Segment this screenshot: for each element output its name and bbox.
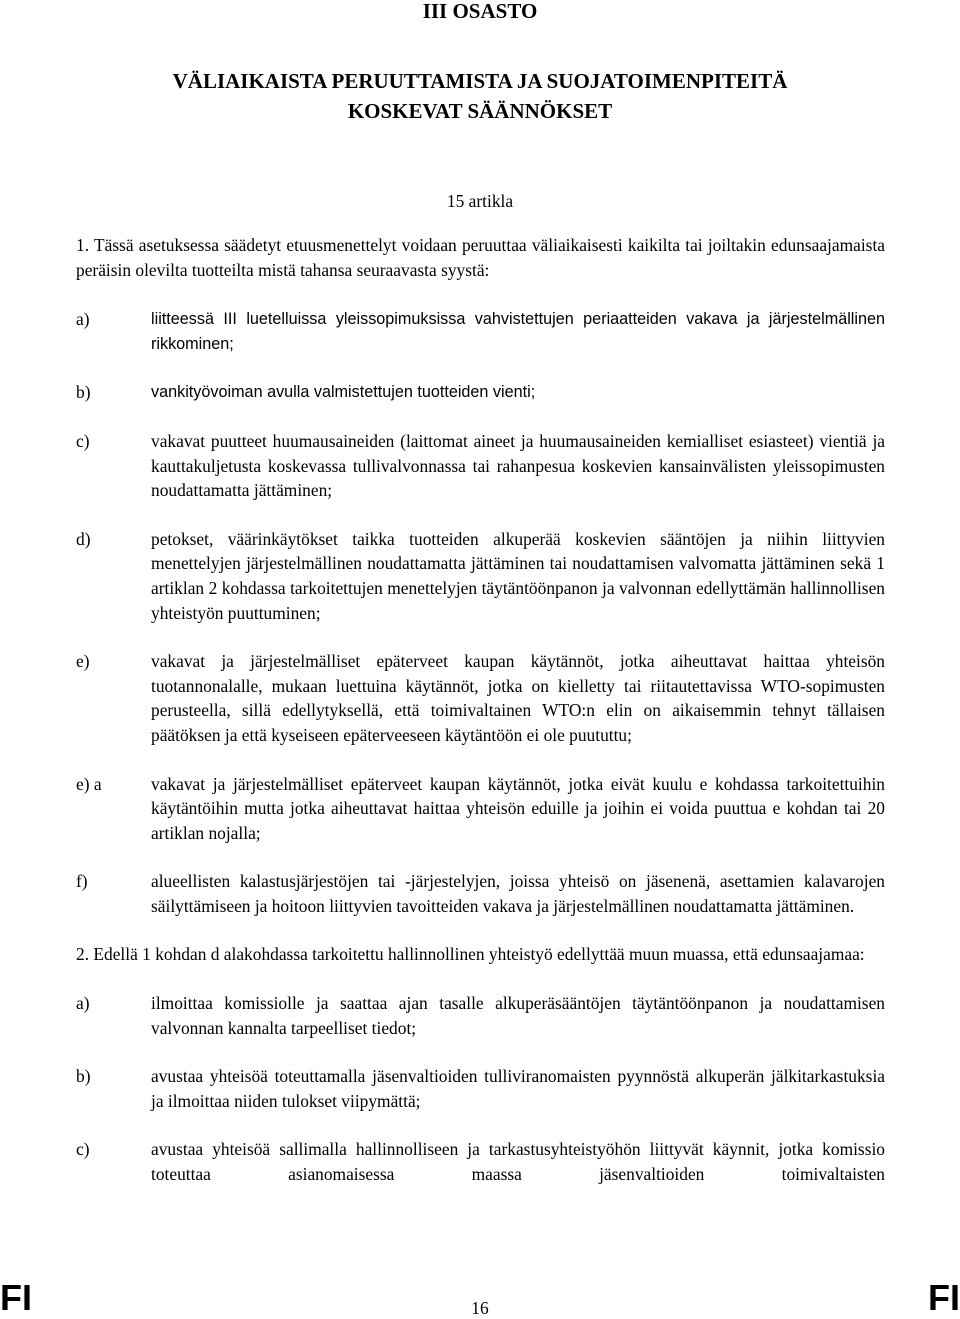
chapter-title [0, 66, 960, 126]
list-item-text: vankityövoiman avulla valmistettujen tuotteiden vienti; [151, 383, 536, 402]
part-title: III OSASTO [422, 0, 538, 23]
list-item-letter: b) [76, 382, 91, 403]
list-item-1d [76, 527, 885, 625]
list-item-letter: a) [76, 993, 90, 1014]
list-item-text: liitteessä III luetelluissa yleissopimuksissa vahvistettujen periaatteiden vakava ja järjestelmällinen rikkominen; [151, 310, 885, 353]
list-item-1f [76, 869, 885, 918]
list-item-letter: e) [76, 651, 90, 672]
list-item-text: vakavat puutteet huumausaineiden (laittomat aineet ja huumausaineiden kemialliset esiasteet) vientiä ja kauttakuljetusta koskevassa tullivalvonnassa tai rahanpesua koskevien kansainvälisten yleissopimusten noudattamatta jättäminen; [151, 430, 885, 501]
list-item-2c [76, 1137, 885, 1186]
paragraph-2-intro: 2. Edellä 1 kohdan d alakohdassa tarkoitettu hallinnollinen yhteistyö edellyttää muun muassa, että edunsaajamaa: [76, 944, 865, 965]
list-item-2b [76, 1064, 885, 1113]
language-mark-right: FI [928, 1277, 960, 1318]
list-item-letter: e) a [76, 773, 102, 794]
list-item-letter: a) [76, 309, 90, 330]
list-item-text: vakavat ja järjestelmälliset epäterveet kaupan käytännöt, jotka eivät kuulu e kohdassa tarkoitettuihin käytäntöihin mutta jotka aiheuttavat haittaa yhteisön eduille ja joihin ei voida puuttua e kohdan tai 20 artiklan nojalla; [151, 773, 885, 843]
list-item-text: avustaa yhteisöä toteuttamalla jäsenvaltioiden tulliviranomaisten pyynnöstä alkuperän jälkitarkastuksia ja ilmoittaa niiden tulokset viipymättä; [151, 1066, 885, 1111]
article-body [76, 233, 885, 1187]
list-item-1c [76, 429, 885, 503]
list-item-text: vakavat ja järjestelmälliset epäterveet kaupan käytännöt, jotka aiheuttavat haittaa yhteisön tuotannonalalle, mukaan luettuina käytännöt, jotka on kielletty tai riitautettavissa WTO-sopimusten perusteella, sillä edellytyksellä, että toimivaltainen WTO:n elin on aikaisemmin tehnyt tällaisen päätöksen ja että kyseiseen epäterveeseen käytäntöön ei ole puututtu; [151, 651, 885, 745]
article-title: 15 artikla [446, 191, 514, 211]
list-item-letter: b) [76, 1066, 91, 1087]
list-item-1ea [76, 772, 885, 846]
list-item-1e [76, 649, 885, 747]
list-item-letter: c) [76, 1139, 90, 1160]
list-item-text: avustaa yhteisöä sallimalla hallinnolliseen ja tarkastusyhteistyöhön liittyvät käynnit, jotka komissio toteuttaa asianomaisessa maassa jäsenvaltioiden toimivaltaisten [151, 1139, 885, 1185]
language-mark-left: FI [0, 1277, 32, 1318]
list-item-letter: f) [76, 871, 88, 892]
page-number: 16 [471, 1298, 489, 1318]
chapter-title-line-1: VÄLIAIKAISTA PERUUTTAMISTA JA SUOJATOIMENPITEITÄ [172, 69, 788, 93]
list-item-text: alueellisten kalastusjärjestöjen tai -järjestelyjen, joissa yhteisö on jäsenenä, asettamien kalavarojen säilyttämiseen ja hoitoon liittyvien tavoitteiden vakava ja järjestelmällinen noudattamatta jättäminen. [151, 871, 885, 916]
list-item-1a [76, 307, 885, 356]
chapter-title-line-2: KOSKEVAT SÄÄNNÖKSET [347, 99, 613, 123]
list-item-text: petokset, väärinkäytökset taikka tuotteiden alkuperää koskevien sääntöjen ja niihin liittyvien menettelyjen järjestelmällinen noudattamatta jättäminen tai noudattamisen valvomatta jättäminen sekä 1 artiklan 2 kohdassa tarkoitettujen menettelyjen täytäntöönpanon ja valvonnan edellyttämän hallinnollisen yhteistyön puuttuminen; [151, 528, 885, 623]
list-item-2a [76, 991, 885, 1040]
paragraph-1-intro: 1. Tässä asetuksessa säädetyt etuusmenettelyt voidaan peruuttaa väliaikaisesti kaikilta tai joiltakin edunsaajamaista peräisin olevilta tuotteilta mistä tahansa seuraavasta syystä: [76, 235, 885, 280]
list-item-1b [76, 380, 885, 405]
list-item-letter: c) [76, 430, 90, 451]
list-item-letter: d) [76, 528, 91, 549]
list-item-text: ilmoittaa komissiolle ja saattaa ajan tasalle alkuperäsääntöjen täytäntöönpanon ja noudattamisen valvonnan kannalta tarpeelliset tiedot; [151, 993, 885, 1038]
